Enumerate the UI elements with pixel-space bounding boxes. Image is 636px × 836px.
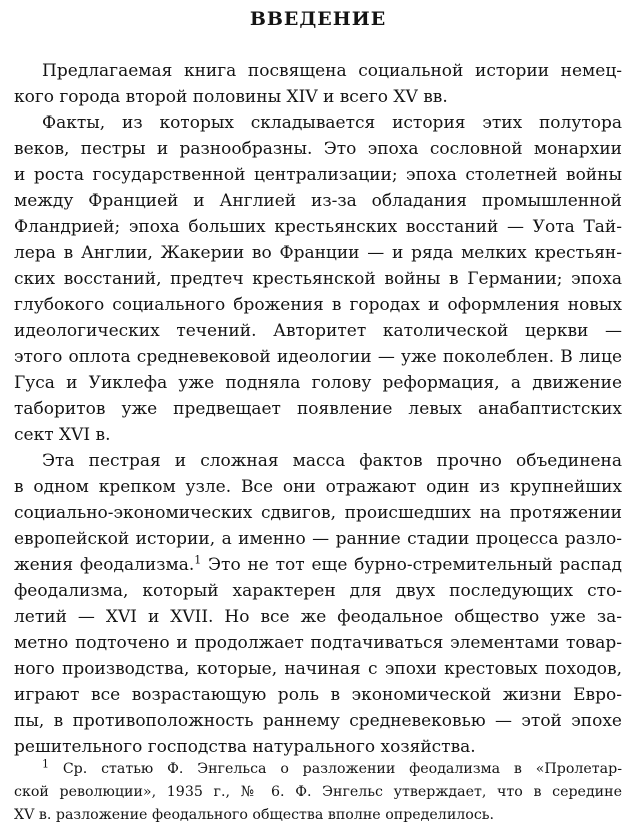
text-line: Эта пестрая и сложная масса фактов прочно объединена [42, 451, 622, 471]
text-line: и роста государственной централизации; эпоха столетней войны [14, 165, 622, 185]
text-line: пы, в противоположность раннему средневековью — этой эпохе [14, 711, 622, 731]
text-line: сект XVI в. [14, 425, 111, 445]
body-text [14, 58, 622, 760]
text-line: метно подточено и продолжает подтачиваться элементами товар- [14, 633, 622, 653]
text-line: лера в Англии, Жакерии во Франции — и ряда мелких крестьян- [14, 243, 622, 263]
text-line: феодализма, который характерен для двух последующих сто- [14, 581, 622, 601]
text-line: Факты, из которых складывается история этих полутора [42, 113, 622, 133]
text-line: социально-экономических сдвигов, происшедших на протяжении [14, 503, 622, 523]
footnote-line: ской революции», 1935 г., № 6. Ф. Энгельс утверждает, что в середине [14, 784, 622, 800]
text-line: кого города второй половины XIV и всего XV вв. [14, 87, 448, 107]
text-line: летий — XVI и XVII. Но все же феодальное общество уже за- [14, 607, 622, 627]
text-line: Предлагаемая книга посвящена социальной истории немец- [42, 61, 622, 81]
text-fragment: Ср. статью Ф. Энгельса о разложении феодализма в «Пролетар- [49, 761, 622, 777]
text-line: веков, пестры и разнообразны. Это эпоха сословной монархии [14, 139, 622, 159]
text-line: между Францией и Англией из-за обладания промышленной [14, 191, 622, 211]
footnote [14, 758, 622, 827]
text-line: глубокого социального брожения в городах и оформления новых [14, 295, 622, 315]
text-line: Фландрией; эпоха больших крестьянских восстаний — Уота Тай- [14, 217, 622, 237]
chapter-title: ВВЕДЕНИЕ [249, 8, 387, 30]
text-line: таборитов уже предвещает появление левых анабаптистских [14, 399, 622, 419]
text-line-with-footnote [14, 552, 622, 578]
footnote-reference[interactable]: 1 [194, 553, 202, 567]
text-line: решительного господства натурального хозяйства. [14, 737, 476, 757]
footnote-line: XV в. разложение феодального общества вполне определилось. [14, 807, 495, 823]
text-line: играют все возрастающую роль в экономической жизни Евро- [14, 685, 622, 705]
text-line: идеологических течений. Авторитет католической церкви — [14, 321, 622, 341]
text-line: Гуса и Уиклефа уже подняла голову реформация, а движение [14, 373, 622, 393]
text-line: в одном крепком узле. Все они отражают один из крупнейших [14, 477, 622, 497]
text-line: ного производства, которые, начиная с эпохи крестовых походов, [14, 659, 622, 679]
text-fragment: жения феодализма. [14, 555, 195, 575]
text-fragment: Это не тот еще бурно-стремительный распад [201, 555, 623, 575]
footnote-line [14, 758, 622, 781]
text-line: европейской истории, а именно — ранние стадии процесса разло- [14, 529, 622, 549]
text-line: этого оплота средневековой идеологии — уже поколеблен. В лице [14, 347, 622, 367]
footnote-marker: 1 [42, 757, 49, 771]
text-line: ских восстаний, предтеч крестьянской войны в Германии; эпоха [14, 269, 622, 289]
